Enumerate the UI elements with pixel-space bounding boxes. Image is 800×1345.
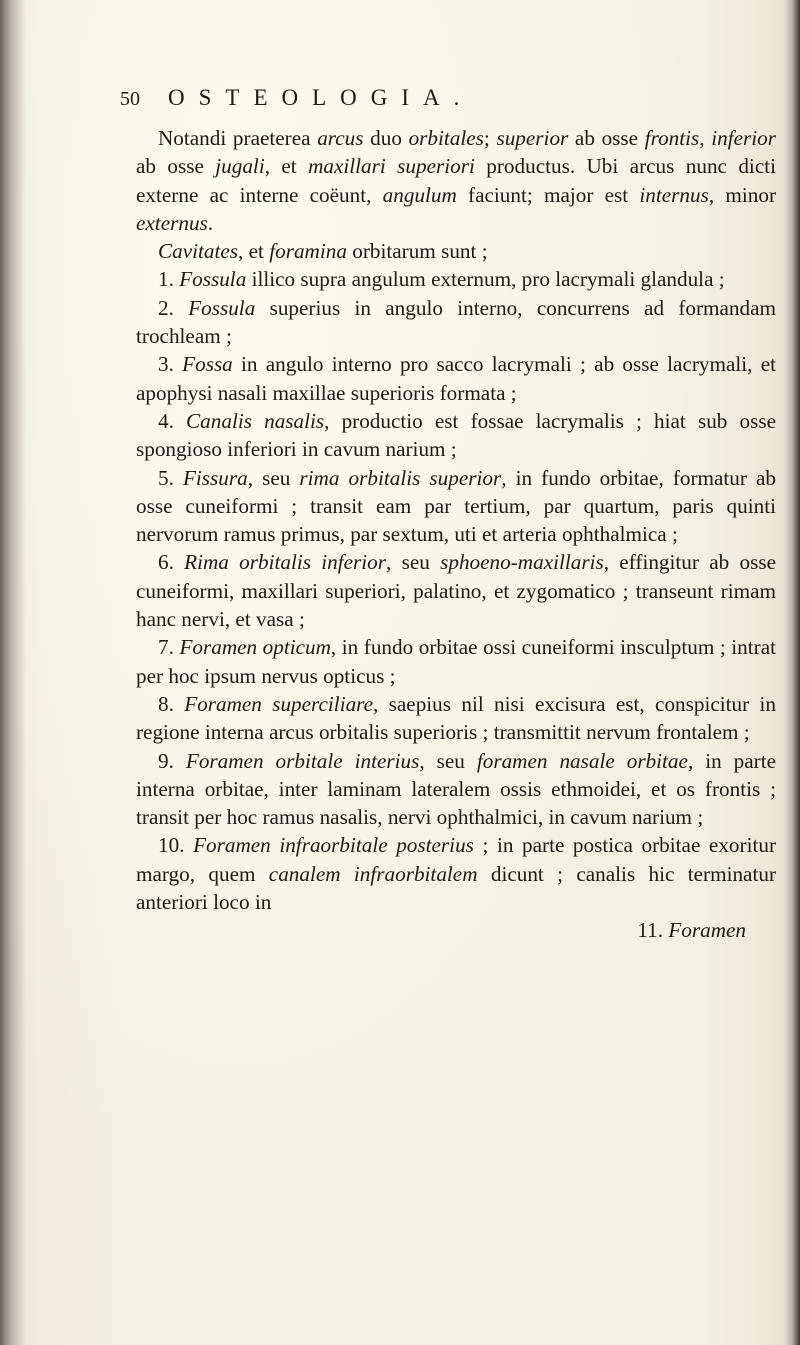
text-run: 8. bbox=[158, 691, 185, 716]
page-number: 50 bbox=[120, 88, 140, 110]
text-run: , in fundo orbitae ossi cuneiformi insculptum ; intrat per hoc ipsum nervus opticus ; bbox=[136, 635, 776, 688]
text-run: 1. bbox=[158, 267, 180, 292]
list-item bbox=[136, 350, 776, 407]
text-run: , productio est fossae lacrymalis ; hiat sub osse spongioso inferiori in cavum narium ; bbox=[136, 408, 776, 462]
list-item bbox=[136, 407, 776, 464]
list-item bbox=[136, 633, 776, 690]
italic-text: frontis bbox=[644, 126, 700, 150]
text-run: , seu bbox=[247, 465, 300, 490]
italic-text: Fossula bbox=[179, 267, 247, 292]
italic-text: Rima orbitalis inferior bbox=[184, 550, 387, 575]
text-run: 7. bbox=[158, 635, 180, 660]
catchword bbox=[136, 916, 746, 944]
italic-text: arcus bbox=[317, 126, 364, 150]
list-item bbox=[136, 747, 776, 832]
text-run: 6. bbox=[158, 550, 185, 575]
list-item bbox=[136, 265, 776, 293]
text-run: 3. bbox=[158, 352, 183, 377]
text-run: ; bbox=[483, 126, 497, 150]
text-run: 10. bbox=[158, 833, 194, 858]
list-item bbox=[136, 464, 776, 549]
italic-text: sphoeno-maxillaris bbox=[440, 550, 604, 575]
running-title: OSTEOLOGIA. bbox=[168, 85, 474, 110]
italic-text: inferior bbox=[711, 126, 776, 150]
italic-text: externus bbox=[136, 210, 208, 235]
italic-text: Foramen superciliare bbox=[184, 691, 374, 716]
italic-text: rima orbitalis superior bbox=[299, 465, 502, 490]
italic-text: orbitales bbox=[408, 126, 484, 150]
text-run: , et bbox=[238, 239, 270, 264]
paragraph bbox=[136, 124, 776, 237]
list-item bbox=[136, 690, 776, 747]
italic-text: Canalis nasalis bbox=[186, 408, 325, 433]
text-run: 4. bbox=[158, 408, 187, 433]
catchword-word: Foramen bbox=[668, 918, 746, 943]
text-run: . bbox=[207, 210, 214, 235]
binding-edge bbox=[0, 0, 26, 1345]
list-item bbox=[136, 294, 776, 351]
text-run: faciunt; major est bbox=[456, 182, 640, 207]
list-item bbox=[136, 548, 776, 633]
italic-text: superior bbox=[496, 126, 569, 150]
text-run: , seu bbox=[419, 748, 477, 773]
text-run: , effingitur ab osse cuneiformi, maxillari superiori, palatino, et zygomatico ; transeunt rimam hanc nervi, et vasa ; bbox=[136, 550, 776, 632]
italic-text: Foramen orbitale interius bbox=[185, 748, 420, 773]
text-run: , in parte interna orbitae, inter laminam lateralem ossis ethmoidei, et os frontis ; transit per hoc ramus nasalis, nervi ophthalmici, in cavum narium ; bbox=[136, 748, 777, 830]
italic-text: Foramen opticum bbox=[179, 635, 331, 660]
list-item bbox=[136, 831, 776, 916]
text-run: ; in parte postica orbitae exoritur margo, quem bbox=[136, 833, 777, 886]
text-run: duo bbox=[363, 126, 409, 150]
italic-text: Fossa bbox=[182, 352, 233, 377]
text-run: 5. bbox=[158, 465, 183, 490]
text-run: productus. Ubi arcus nunc dicti externe ac interne coëunt, bbox=[136, 154, 776, 207]
italic-text: jugali bbox=[215, 154, 265, 179]
text-run: , seu bbox=[386, 550, 441, 575]
text-run: 2. bbox=[158, 295, 189, 320]
text-run: dicunt ; canalis hic terminatur anteriori loco in bbox=[136, 861, 776, 915]
catchword-number: 11. bbox=[637, 918, 669, 943]
text-run: , et bbox=[264, 154, 309, 179]
text-run: , minor bbox=[708, 182, 776, 207]
text-run: , bbox=[699, 126, 712, 150]
text-run: ab osse bbox=[136, 154, 216, 179]
running-header bbox=[120, 85, 680, 111]
text-run: ab osse bbox=[568, 126, 645, 150]
text-run: 9. bbox=[158, 748, 186, 773]
text-run: , saepius nil nisi excisura est, conspicitur in regione interna arcus orbitalis superioris ; transmittit nervum frontalem ; bbox=[136, 691, 776, 745]
text-run: Notandi praeterea bbox=[158, 126, 318, 150]
body-text bbox=[136, 124, 776, 945]
italic-text: Cavitates bbox=[158, 239, 239, 264]
italic-text: internus bbox=[639, 182, 709, 207]
italic-text: Foramen infraorbitale posterius bbox=[193, 833, 474, 858]
italic-text: angulum bbox=[382, 182, 457, 207]
italic-text: maxillari superiori bbox=[308, 154, 475, 179]
text-run: superius in angulo interno, concurrens ad formandam trochleam ; bbox=[136, 295, 776, 349]
text-run: orbitarum sunt ; bbox=[346, 239, 488, 264]
paragraph bbox=[136, 237, 776, 265]
text-run: illico supra angulum externum, pro lacrymali glandula ; bbox=[246, 267, 725, 292]
page-edge bbox=[784, 0, 800, 1345]
text-run: , in fundo orbitae, formatur ab osse cuneiformi ; transit eam par tertium, par quartum, paris quinti nervorum ramus primus, par sextum, uti et arteria ophthalmica ; bbox=[136, 465, 777, 547]
italic-text: foramina bbox=[269, 239, 347, 264]
italic-text: Fossula bbox=[188, 295, 256, 320]
italic-text: Fissura bbox=[182, 465, 248, 490]
italic-text: canalem infraorbitalem bbox=[268, 861, 478, 886]
italic-text: foramen nasale orbitae bbox=[476, 748, 688, 773]
text-run: in angulo interno pro sacco lacrymali ; ab osse lacrymali, et apophysi nasali maxillae superioris formata ; bbox=[136, 352, 777, 405]
